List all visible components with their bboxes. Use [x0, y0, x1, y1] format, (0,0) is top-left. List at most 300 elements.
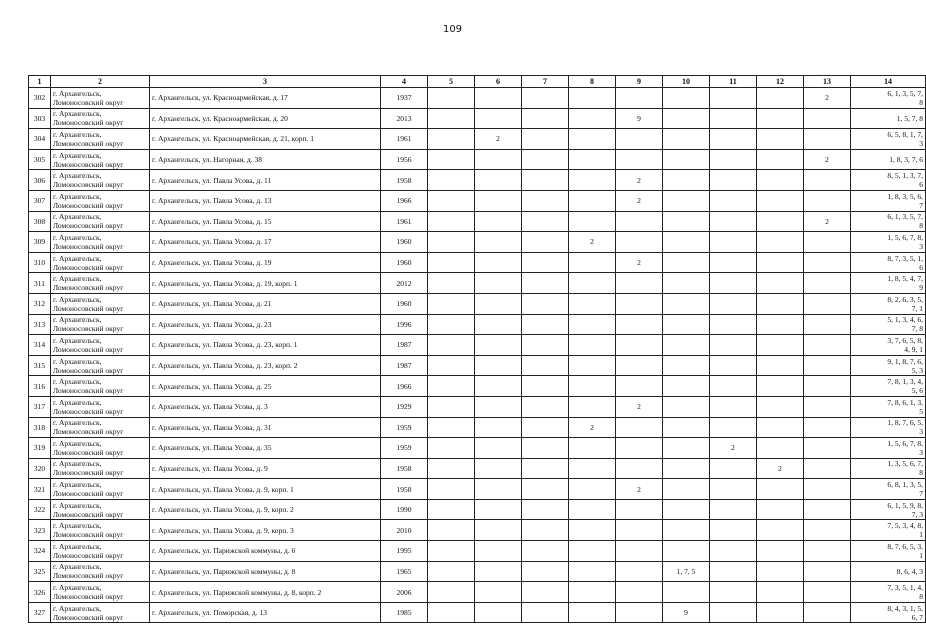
year-cell: 1958: [381, 479, 428, 500]
value-cell-8: [569, 129, 616, 150]
table-row: [29, 602, 926, 623]
value-cell-9: 2: [616, 252, 663, 273]
location-district: Ломоносовский округ: [53, 283, 124, 293]
value-cell-12: [757, 602, 804, 623]
location-city: г. Архангельск,: [53, 603, 102, 613]
value-cell-11: [710, 355, 757, 376]
value-cell-7: [522, 396, 569, 417]
value-cell-8: [569, 438, 616, 459]
value-cell-12: [757, 149, 804, 170]
location-district: Ломоносовский округ: [53, 447, 124, 457]
value-cell-13: [804, 479, 851, 500]
location-district: Ломоносовский округ: [53, 138, 124, 148]
value-cell-6: [475, 273, 522, 294]
value-cell-8: [569, 561, 616, 582]
address-cell: г. Архангельск, ул. Павла Усова, д. 23, корп. 1: [150, 335, 381, 356]
address-cell: г. Архангельск, ул. Павла Усова, д. 19, корп. 1: [150, 273, 381, 294]
value-cell-10: [663, 293, 710, 314]
location-district: Ломоносовский округ: [53, 324, 124, 334]
year-cell: 1958: [381, 170, 428, 191]
value-cell-12: [757, 190, 804, 211]
header-row: [29, 76, 926, 88]
value-cell-10: [663, 211, 710, 232]
value-cell-13: [804, 438, 851, 459]
table-row: [29, 376, 926, 397]
value-cell-6: [475, 396, 522, 417]
value-cell-14: [851, 479, 926, 500]
value-cell-11: [710, 417, 757, 438]
value-cell-13: [804, 458, 851, 479]
value-cell-14: [851, 190, 926, 211]
row-number: 312: [29, 293, 51, 314]
value-cell-11: [710, 561, 757, 582]
value-cell-12: [757, 88, 804, 109]
value-cell-10: [663, 232, 710, 253]
year-cell: 1929: [381, 396, 428, 417]
location-district: Ломоносовский округ: [53, 427, 124, 437]
column-header: 10: [663, 76, 710, 88]
value-14-line2: 8: [919, 97, 923, 107]
value-14-line1: 6, 5, 8, 1, 7,: [887, 129, 923, 139]
row-number: 326: [29, 582, 51, 603]
value-cell-5: [428, 355, 475, 376]
address-cell: г. Архангельск, ул. Нагорная, д. 38: [150, 149, 381, 170]
row-number: 303: [29, 108, 51, 129]
value-cell-7: [522, 335, 569, 356]
location-cell: [51, 232, 150, 253]
value-cell-14: [851, 252, 926, 273]
value-cell-5: [428, 376, 475, 397]
value-cell-5: [428, 108, 475, 129]
year-cell: 2006: [381, 582, 428, 603]
value-cell-7: [522, 88, 569, 109]
location-district: Ломоносовский округ: [53, 159, 124, 169]
column-header: 1: [29, 76, 51, 88]
value-cell-9: [616, 129, 663, 150]
value-cell-9: 2: [616, 396, 663, 417]
location-cell: [51, 582, 150, 603]
location-district: Ломоносовский округ: [53, 303, 124, 313]
year-cell: 1996: [381, 314, 428, 335]
value-cell-12: [757, 170, 804, 191]
value-14-line2: 6: [919, 180, 923, 190]
location-city: г. Архангельск,: [53, 521, 102, 531]
value-cell-7: [522, 499, 569, 520]
value-cell-5: [428, 314, 475, 335]
table-row: [29, 561, 926, 582]
value-cell-12: [757, 211, 804, 232]
value-14-line2: 8: [919, 592, 923, 602]
value-cell-14: [851, 561, 926, 582]
column-header: 9: [616, 76, 663, 88]
location-city: г. Архангельск,: [53, 418, 102, 428]
address-cell: г. Архангельск, ул. Павла Усова, д. 25: [150, 376, 381, 397]
value-cell-9: [616, 355, 663, 376]
table-body: [29, 88, 926, 623]
value-cell-11: [710, 479, 757, 500]
address-cell: г. Архангельск, ул. Парижской коммуны, д. 6: [150, 541, 381, 562]
value-14-line2: 3: [919, 427, 923, 437]
value-cell-5: [428, 602, 475, 623]
value-cell-6: [475, 170, 522, 191]
value-cell-12: [757, 108, 804, 129]
table-row: [29, 541, 926, 562]
value-14-line2: 1: [919, 530, 923, 540]
year-cell: 1990: [381, 499, 428, 520]
value-cell-10: [663, 335, 710, 356]
value-14-line2: 5, 3: [911, 365, 923, 375]
value-14-line1: 6, 8, 1, 3, 5,: [887, 480, 923, 490]
value-14-line1: 8, 2, 6, 3, 5,: [887, 294, 923, 304]
value-cell-5: [428, 582, 475, 603]
location-city: г. Архангельск,: [53, 232, 102, 242]
value-14-line1: 6, 1, 3, 5, 7,: [887, 212, 923, 222]
value-14-line2: 1: [919, 550, 923, 560]
value-cell-6: [475, 293, 522, 314]
value-14-line1: 7, 5, 3, 4, 8,: [887, 521, 923, 531]
value-cell-10: [663, 190, 710, 211]
value-14-line2: 6: [919, 262, 923, 272]
value-14-line1: 8, 5, 1, 3, 7,: [887, 171, 923, 181]
value-cell-6: [475, 541, 522, 562]
value-cell-8: [569, 479, 616, 500]
location-city: г. Архангельск,: [53, 212, 102, 222]
value-cell-10: [663, 396, 710, 417]
location-district: Ломоносовский округ: [53, 468, 124, 478]
row-number: 316: [29, 376, 51, 397]
value-cell-13: [804, 602, 851, 623]
value-cell-7: [522, 582, 569, 603]
location-cell: [51, 293, 150, 314]
location-city: г. Архангельск,: [53, 397, 102, 407]
address-cell: г. Архангельск, ул. Красноармейская, д. 20: [150, 108, 381, 129]
value-cell-9: 2: [616, 190, 663, 211]
value-14-line2: 7: [919, 489, 923, 499]
location-city: г. Архангельск,: [53, 315, 102, 325]
value-cell-8: [569, 520, 616, 541]
value-cell-7: [522, 293, 569, 314]
value-cell-6: [475, 582, 522, 603]
location-cell: [51, 499, 150, 520]
value-cell-5: [428, 293, 475, 314]
row-number: 318: [29, 417, 51, 438]
value-cell-11: [710, 499, 757, 520]
value-cell-5: [428, 396, 475, 417]
value-cell-14: [851, 314, 926, 335]
value-14-line1: 8, 7, 6, 5, 3,: [887, 541, 923, 551]
location-district: Ломоносовский округ: [53, 118, 124, 128]
value-cell-11: [710, 520, 757, 541]
value-14-line1: 8, 7, 3, 5, 1,: [887, 253, 923, 263]
value-cell-6: [475, 190, 522, 211]
value-cell-9: [616, 232, 663, 253]
value-cell-7: [522, 376, 569, 397]
value-cell-13: [804, 252, 851, 273]
location-district: Ломоносовский округ: [53, 365, 124, 375]
value-cell-8: [569, 211, 616, 232]
value-14-line2: 5: [919, 406, 923, 416]
location-city: г. Архангельск,: [53, 438, 102, 448]
value-cell-8: [569, 314, 616, 335]
location-district: Ломоносовский округ: [53, 241, 124, 251]
value-cell-6: [475, 458, 522, 479]
value-14-line2: 9: [919, 283, 923, 293]
row-number: 317: [29, 396, 51, 417]
value-cell-6: [475, 355, 522, 376]
value-cell-12: [757, 499, 804, 520]
table-row: [29, 396, 926, 417]
value-14-line1: 1, 5, 6, 7, 8,: [887, 438, 923, 448]
value-cell-12: [757, 232, 804, 253]
value-cell-11: [710, 314, 757, 335]
value-cell-7: [522, 252, 569, 273]
location-district: Ломоносовский округ: [53, 571, 124, 581]
row-number: 313: [29, 314, 51, 335]
value-cell-10: [663, 458, 710, 479]
location-city: г. Архангельск,: [53, 191, 102, 201]
address-cell: г. Архангельск, ул. Парижской коммуны, д. 8: [150, 561, 381, 582]
value-14-line1: 3, 7, 6, 5, 8,: [887, 335, 923, 345]
value-cell-6: [475, 252, 522, 273]
row-number: 325: [29, 561, 51, 582]
table-row: [29, 170, 926, 191]
table-row: [29, 458, 926, 479]
address-cell: г. Архангельск, ул. Красноармейская, д. 21, корп. 1: [150, 129, 381, 150]
value-cell-12: [757, 541, 804, 562]
column-header: 6: [475, 76, 522, 88]
value-cell-10: 9: [663, 602, 710, 623]
value-cell-11: [710, 396, 757, 417]
value-cell-10: [663, 541, 710, 562]
value-14-line2: 7: [919, 200, 923, 210]
value-cell-12: [757, 273, 804, 294]
value-cell-12: [757, 252, 804, 273]
table-row: [29, 314, 926, 335]
value-cell-8: [569, 252, 616, 273]
value-14-line2: 7, 3: [911, 509, 923, 519]
value-cell-13: [804, 541, 851, 562]
value-cell-7: [522, 232, 569, 253]
table-row: [29, 520, 926, 541]
row-number: 306: [29, 170, 51, 191]
table-row: [29, 88, 926, 109]
column-header: 5: [428, 76, 475, 88]
value-cell-8: 2: [569, 232, 616, 253]
value-cell-8: [569, 293, 616, 314]
value-cell-6: [475, 211, 522, 232]
address-cell: г. Архангельск, ул. Павла Усова, д. 13: [150, 190, 381, 211]
value-cell-8: [569, 355, 616, 376]
value-cell-6: [475, 376, 522, 397]
value-14-line1: 1, 3, 5, 6, 7,: [887, 459, 923, 469]
value-cell-6: 2: [475, 129, 522, 150]
location-city: г. Архангельск,: [53, 88, 102, 98]
value-14-line1: 7, 8, 1, 3, 4,: [887, 377, 923, 387]
location-cell: [51, 211, 150, 232]
location-cell: [51, 479, 150, 500]
value-cell-6: [475, 417, 522, 438]
row-number: 314: [29, 335, 51, 356]
location-city: г. Архангельск,: [53, 274, 102, 284]
table-row: [29, 149, 926, 170]
value-cell-5: [428, 170, 475, 191]
table-row: [29, 417, 926, 438]
year-cell: 1960: [381, 232, 428, 253]
location-city: г. Архангельск,: [53, 294, 102, 304]
value-cell-9: [616, 561, 663, 582]
value-cell-11: [710, 335, 757, 356]
value-14-line1: 6, 1, 3, 5, 7,: [887, 88, 923, 98]
value-cell-8: [569, 499, 616, 520]
location-city: г. Архангельск,: [53, 335, 102, 345]
value-cell-9: [616, 293, 663, 314]
value-cell-10: 1, 7, 5: [663, 561, 710, 582]
value-cell-6: [475, 602, 522, 623]
value-cell-12: [757, 396, 804, 417]
value-cell-12: [757, 417, 804, 438]
location-district: Ломоносовский округ: [53, 221, 124, 231]
value-14-line1: 1, 5, 6, 7, 8,: [887, 232, 923, 242]
year-cell: 2012: [381, 273, 428, 294]
table-row: [29, 438, 926, 459]
value-cell-7: [522, 314, 569, 335]
location-city: г. Архангельск,: [53, 253, 102, 263]
value-cell-8: [569, 170, 616, 191]
column-header: 4: [381, 76, 428, 88]
page-number: 109: [442, 24, 463, 35]
row-number: 310: [29, 252, 51, 273]
location-cell: [51, 335, 150, 356]
value-14-line1: 1, 8, 3, 7, 6: [889, 155, 923, 165]
value-cell-12: [757, 355, 804, 376]
value-cell-8: [569, 541, 616, 562]
year-cell: 1995: [381, 541, 428, 562]
value-cell-9: [616, 149, 663, 170]
value-cell-10: [663, 582, 710, 603]
value-cell-7: [522, 520, 569, 541]
table-row: [29, 190, 926, 211]
value-cell-8: [569, 335, 616, 356]
value-14-line1: 1, 8, 5, 4, 7,: [887, 274, 923, 284]
address-cell: г. Архангельск, ул. Павла Усова, д. 9, корп. 1: [150, 479, 381, 500]
column-header: 2: [51, 76, 150, 88]
location-city: г. Архангельск,: [53, 377, 102, 387]
location-cell: [51, 458, 150, 479]
value-cell-12: [757, 520, 804, 541]
location-district: Ломоносовский округ: [53, 550, 124, 560]
value-cell-9: 2: [616, 479, 663, 500]
location-cell: [51, 170, 150, 191]
value-cell-14: [851, 355, 926, 376]
value-cell-8: [569, 396, 616, 417]
column-header: 13: [804, 76, 851, 88]
column-header: 12: [757, 76, 804, 88]
value-cell-14: [851, 273, 926, 294]
location-city: г. Архангельск,: [53, 150, 102, 160]
location-district: Ломоносовский округ: [53, 180, 124, 190]
row-number: 324: [29, 541, 51, 562]
value-cell-14: [851, 129, 926, 150]
location-city: г. Архангельск,: [53, 562, 102, 572]
value-cell-7: [522, 149, 569, 170]
location-city: г. Архангельск,: [53, 500, 102, 510]
value-cell-13: [804, 499, 851, 520]
value-14-line1: 8, 6, 4, 3: [896, 566, 923, 576]
value-cell-13: [804, 232, 851, 253]
value-cell-6: [475, 561, 522, 582]
value-cell-5: [428, 479, 475, 500]
year-cell: 1960: [381, 293, 428, 314]
year-cell: 1961: [381, 211, 428, 232]
value-cell-14: [851, 108, 926, 129]
location-cell: [51, 252, 150, 273]
location-cell: [51, 396, 150, 417]
value-14-line2: 6, 7: [911, 612, 923, 622]
value-cell-7: [522, 438, 569, 459]
value-14-line1: 7, 8, 6, 1, 3,: [887, 397, 923, 407]
row-number: 307: [29, 190, 51, 211]
value-cell-9: [616, 582, 663, 603]
value-cell-13: [804, 335, 851, 356]
location-district: Ломоносовский округ: [53, 97, 124, 107]
location-cell: [51, 129, 150, 150]
value-cell-13: 2: [804, 211, 851, 232]
value-14-line2: 8: [919, 221, 923, 231]
value-cell-8: [569, 108, 616, 129]
year-cell: 1987: [381, 335, 428, 356]
location-district: Ломоносовский округ: [53, 612, 124, 622]
row-number: 320: [29, 458, 51, 479]
location-city: г. Архангельск,: [53, 109, 102, 119]
value-14-line1: 7, 3, 5, 1, 4,: [887, 583, 923, 593]
value-cell-8: [569, 149, 616, 170]
value-cell-14: [851, 520, 926, 541]
location-district: Ломоносовский округ: [53, 262, 124, 272]
row-number: 304: [29, 129, 51, 150]
value-cell-10: [663, 376, 710, 397]
value-cell-13: [804, 293, 851, 314]
value-cell-11: [710, 376, 757, 397]
value-cell-5: [428, 561, 475, 582]
value-cell-13: [804, 376, 851, 397]
value-cell-13: [804, 170, 851, 191]
value-cell-11: [710, 211, 757, 232]
table-row: [29, 479, 926, 500]
location-cell: [51, 561, 150, 582]
value-cell-12: [757, 314, 804, 335]
location-district: Ломоносовский округ: [53, 344, 124, 354]
value-cell-10: [663, 108, 710, 129]
value-cell-12: [757, 293, 804, 314]
register-table: [28, 75, 926, 623]
address-cell: г. Архангельск, ул. Павла Усова, д. 23: [150, 314, 381, 335]
year-cell: 1937: [381, 88, 428, 109]
address-cell: г. Архангельск, ул. Поморская, д. 13: [150, 602, 381, 623]
value-cell-5: [428, 232, 475, 253]
value-cell-13: [804, 561, 851, 582]
value-cell-10: [663, 479, 710, 500]
value-cell-14: [851, 211, 926, 232]
value-cell-5: [428, 499, 475, 520]
value-cell-13: 2: [804, 149, 851, 170]
value-cell-6: [475, 149, 522, 170]
value-cell-5: [428, 541, 475, 562]
value-cell-13: [804, 355, 851, 376]
value-cell-5: [428, 438, 475, 459]
row-number: 309: [29, 232, 51, 253]
value-14-line2: 7, 1: [911, 303, 923, 313]
location-cell: [51, 108, 150, 129]
